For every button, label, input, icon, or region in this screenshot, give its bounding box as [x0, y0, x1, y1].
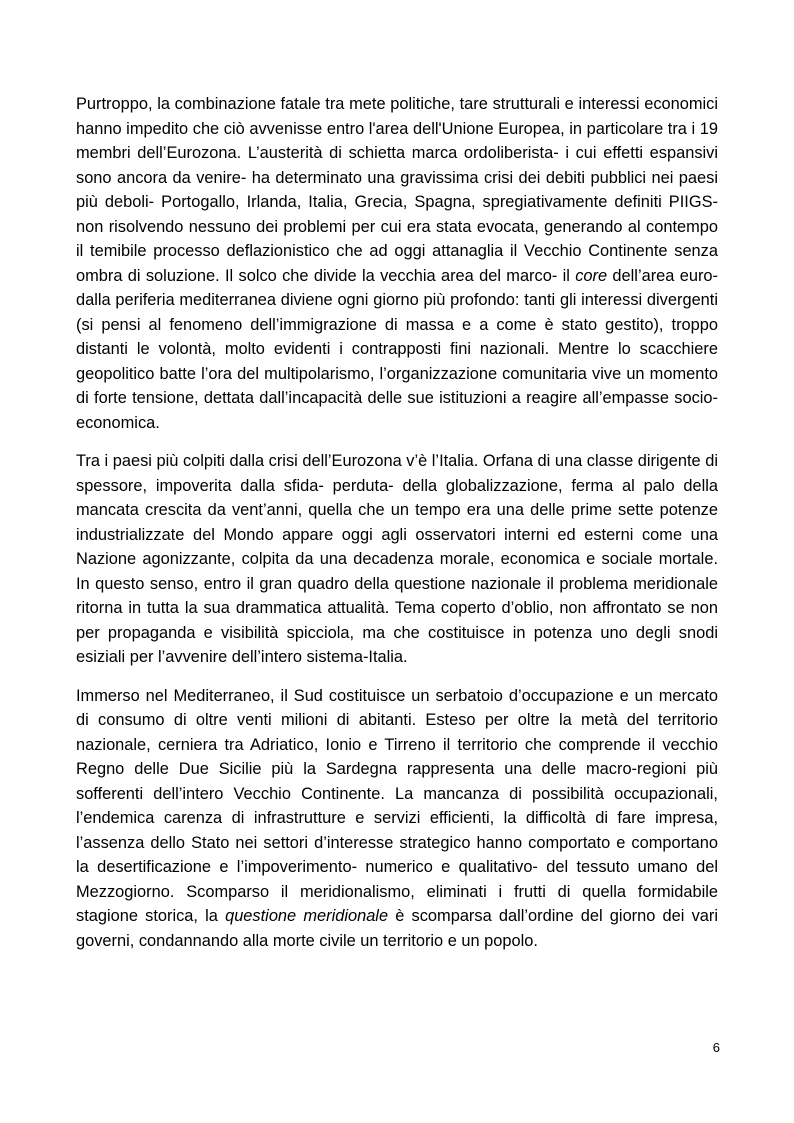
paragraph-3 — [76, 684, 718, 954]
italic-term-questione-meridionale: questione meridionale — [225, 907, 389, 925]
page-number: 6 — [712, 1040, 720, 1055]
paragraph-3-text-a: Immerso nel Mediterraneo, il Sud costituisce un serbatoio d’occupazione e un mercato di consumo di oltre venti milioni di abitanti. Esteso per oltre la metà del territorio nazionale, cerniera tra Adriatico, Ionio e Tirreno il territorio che comprende il vecchio Regno delle Due Sicilie più la Sardegna rappresenta una delle macro-regioni più sofferenti dell’intero Vecchio Continente. La mancanza di possibilità occupazionali, l’endemica carenza di infrastrutture e servizi efficienti, la difficoltà di fare impresa, l’assenza dello Stato nei settori d’interesse strategico hanno comportato e comportano la desertificazione e l’impoverimento- numerico e qualitativo- del tessuto umano del Mezzogiorno. Scomparso il meridionalismo, eliminati i frutti di quella formidabile stagione storica, la — [76, 686, 718, 925]
paragraph-2: Tra i paesi più colpiti dalla crisi dell’Eurozona v’è l’Italia. Orfana di una classe dirigente di spessore, impoverita dalla sfida- perduta- della globalizzazione, ferma al palo della mancata crescita da vent’anni, quella che un tempo era una delle prime sette potenze industrializzate del Mondo appare oggi agli osservatori interni ed esterni come una Nazione agonizzante, colpita da una decadenza morale, economica e sociale mortale. In questo senso, entro il gran quadro della questione nazionale il problema meridionale ritorna in tutta la sua drammatica attualità. Tema coperto d’oblio, non affrontato se non per propaganda e visibilità spicciola, ma che costituisce in potenza uno degli snodi esiziali per l’avvenire dell’intero sistema-Italia. — [76, 452, 718, 666]
body-text — [76, 92, 718, 967]
paragraph-1-text-b: dell’area euro- dalla periferia mediterranea diviene ogni giorno più profondo: tanti gli interessi divergenti (si pensi al fenomeno dell’immigrazione di massa e a come è stato gestito), troppo distanti le volontà, molto evidenti i contrapposti fini nazionali. Mentre lo scacchiere geopolitico batte l’ora del multipolarismo, l’organizzazione comunitaria vive un momento di forte tensione, dettata dall’incapacità delle sue istituzioni a reagire all’empasse socio-economica. — [76, 266, 718, 432]
paragraph-1-text-a: Purtroppo, la combinazione fatale tra mete politiche, tare strutturali e interessi economici hanno impedito che ciò avvenisse entro l'area dell'Unione Europea, in particolare tra i 19 membri dell’Eurozona. L’austerità di schietta marca ordoliberista- i cui effetti espansivi sono ancora da venire- ha determinato una gravissima crisi dei debiti pubblici nei paesi più deboli- Portogallo, Irlanda, Italia, Grecia, Spagna, spregiativamente definiti PIIGS- non risolvendo nessuno dei problemi per cui era stata evocata, generando al contempo il temibile processo deflazionistico che ad oggi attanaglia il Vecchio Continente senza ombra di soluzione. Il solco che divide la vecchia area del marco- il — [76, 95, 718, 285]
paragraph-3-text-b: è scomparsa dall’ordine del giorno dei vari governi, condannando alla morte civile un territorio e un popolo. — [76, 907, 719, 950]
italic-term-core: core — [575, 266, 608, 285]
paragraph-1 — [76, 92, 718, 435]
